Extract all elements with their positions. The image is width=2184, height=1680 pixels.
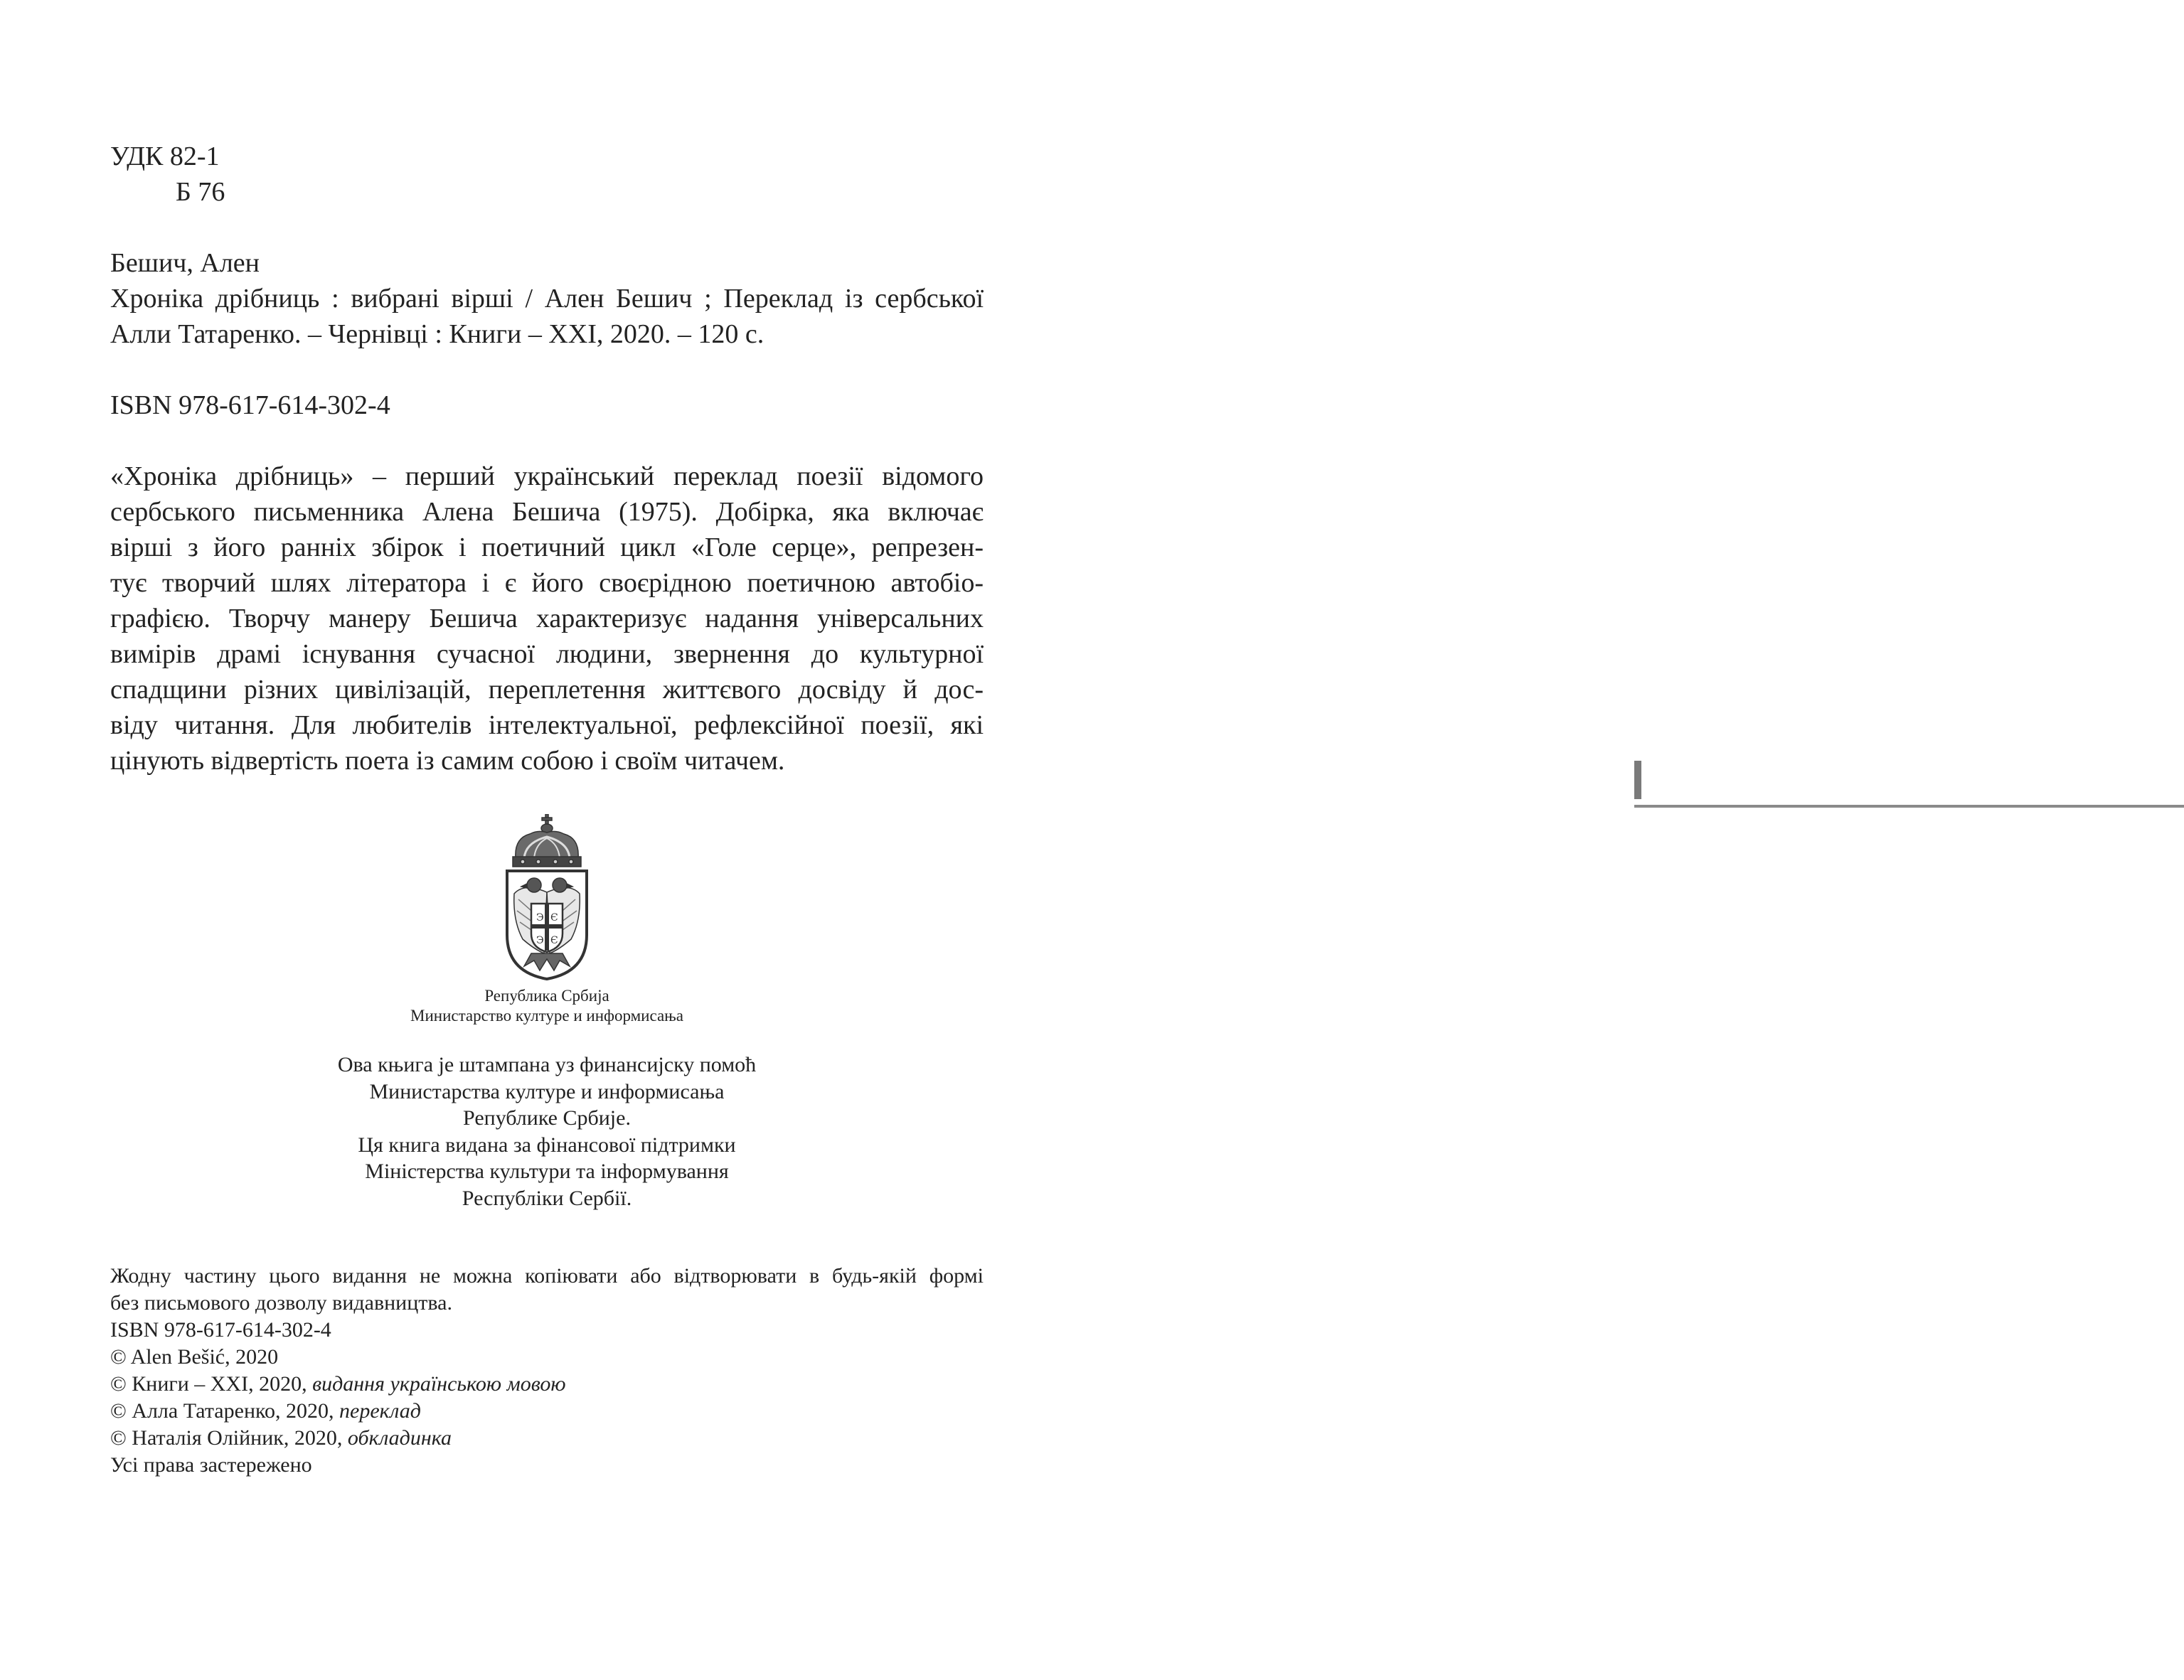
annotation-line: «Хроніка дрібниць» – перший український переклад поезії відомого [110, 461, 984, 491]
copyright-publisher-main: © Книги – XXI, 2020, [110, 1372, 307, 1396]
copyright-cover-main: © Наталія Олійник, 2020, [110, 1426, 343, 1450]
all-rights-reserved: Усі права застережено [110, 1453, 312, 1477]
warning-line: без письмового дозволу видавництва. [110, 1291, 452, 1315]
svg-text:Э: Э [536, 935, 544, 946]
annotation-line: сербського письменника Алена Бешича (1975). Добірка, яка включає [110, 497, 984, 527]
ministry-caption-country: Република Србија [484, 987, 609, 1005]
copy-warning [110, 1263, 984, 1317]
annotation-line: вірші з його ранніх збірок і поетичний цикл «Голе серце», репрезен- [110, 533, 984, 562]
crop-line [1634, 805, 2184, 808]
annotation-line: графією. Творчу манеру Бешича характеризує надання універсальних [110, 604, 984, 633]
rights-block [110, 1263, 984, 1479]
isbn-bottom: ISBN 978-617-614-302-4 [110, 1318, 331, 1342]
bibliographic-entry [110, 281, 984, 352]
annotation-line: цінують відвертість поета із самим собою і своїм читачем. [110, 746, 785, 776]
ministry-block [110, 814, 984, 1211]
funding-line: Министарства културе и информисања [369, 1079, 725, 1103]
entry-line: Хроніка дрібниць : вибрані вірші / Ален Бешич ; Переклад із сербської [110, 284, 984, 314]
copyright-publisher-note: видання українською мовою [312, 1372, 566, 1396]
funding-line: Ця книга видана за фінансової підтримки [358, 1133, 736, 1157]
catalog-record [110, 139, 984, 779]
ministry-caption-name: Министарство културе и информисања [410, 1007, 683, 1024]
svg-text:Э: Э [536, 912, 544, 924]
copyright-publisher [110, 1371, 984, 1398]
copyright-translator-main: © Алла Татаренко, 2020, [110, 1399, 334, 1423]
annotation-line: тує творчий шлях літератора і є його своєрідною поетичною автобіо- [110, 568, 984, 598]
author-name: Бешич, Ален [110, 248, 260, 278]
annotation [110, 459, 984, 779]
warning-line: Жодну частину цього видання не можна копіювати або відтворювати в будь-якій формі [110, 1264, 984, 1288]
copyright-cover [110, 1425, 984, 1452]
annotation-line: спадщини різних цивілізацій, переплетення життєвого досвіду й дос- [110, 675, 984, 705]
copyright-author: © Alen Bešić, 2020 [110, 1345, 279, 1369]
copyright-cover-note: обкладинка [347, 1426, 452, 1450]
svg-text:Є: Є [550, 935, 558, 946]
funding-line: Републике Србије. [463, 1106, 631, 1130]
author-mark: Б 76 [176, 177, 225, 207]
svg-text:Є: Є [550, 912, 558, 924]
funding-note [110, 1052, 984, 1211]
serbian-coat-of-arms-icon [503, 814, 591, 982]
copyright-translator-note: переклад [339, 1399, 421, 1423]
isbn-top: ISBN 978-617-614-302-4 [110, 390, 390, 420]
copyright-translator [110, 1398, 984, 1425]
annotation-line: віду читання. Для любителів інтелектуальної, рефлексійної поезії, які [110, 710, 984, 740]
entry-line: Алли Татаренко. – Чернівці : Книги – XXI, 2020. – 120 с. [110, 319, 765, 349]
crop-mark [1634, 761, 1641, 799]
annotation-line: вимірів драмі існування сучасної людини, звернення до культурної [110, 639, 984, 669]
funding-line: Міністерства культури та інформування [365, 1160, 729, 1183]
funding-line: Республіки Сербії. [462, 1186, 632, 1210]
udk-code: УДК 82-1 [110, 141, 220, 171]
funding-line: Ова књига је штампана уз финансијску помоћ [337, 1053, 757, 1076]
